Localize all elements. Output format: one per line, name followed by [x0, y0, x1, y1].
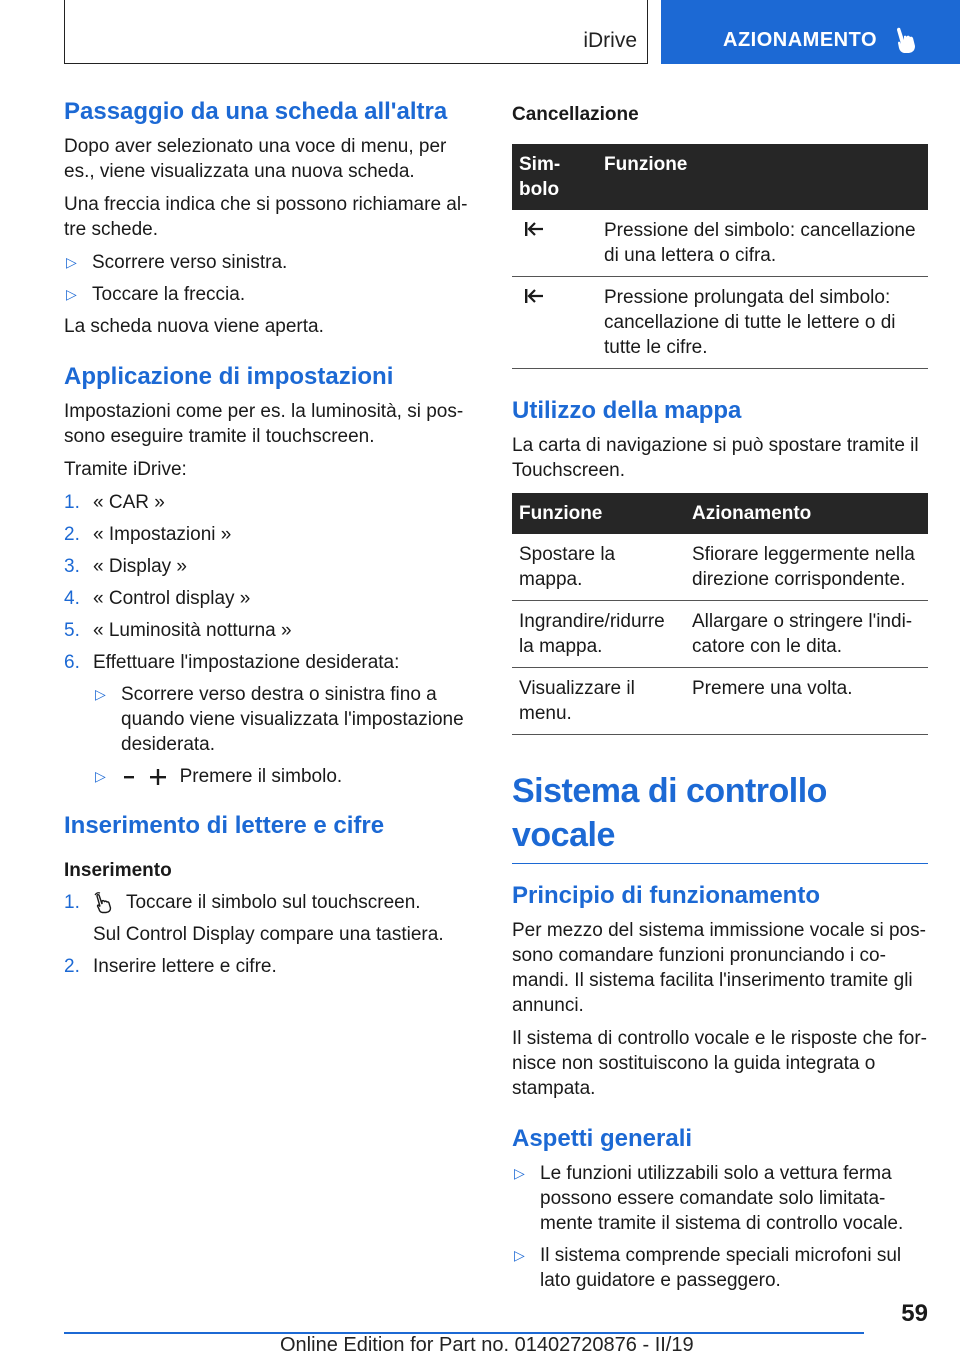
- table-header-cell: Azionamento: [685, 493, 928, 534]
- left-column: [64, 96, 476, 986]
- list-item: [64, 890, 476, 947]
- table-header-cell: Sim-bolo: [512, 144, 597, 210]
- list-item: [64, 554, 476, 579]
- cancel-table: [512, 144, 928, 369]
- section-title-input: Inserimento di lettere e cifre: [64, 812, 385, 839]
- list-item: ▷ Scorrere verso destra o sinistra fino a quando viene visualizzata l'impostazione desiderata.: [93, 682, 476, 757]
- table-cell: Visualizzare il menu.: [512, 668, 685, 735]
- table-header-cell: Funzione: [597, 144, 928, 210]
- step-text: « Luminosità notturna »: [93, 620, 292, 641]
- step-number: 5.: [64, 620, 80, 641]
- numbered-list: [64, 490, 476, 789]
- list-item: ▷ Le funzioni utilizzabili solo a vettura ferma possono essere comandate solo limitata-mente tramite il sistema di controllo vocale.: [512, 1161, 928, 1236]
- pointing-hand-icon: [895, 26, 919, 54]
- step-text: « Control display »: [93, 588, 251, 609]
- step-text: Effettuare l'impostazione desiderata:: [93, 652, 400, 673]
- list-item: [64, 490, 476, 515]
- header-chapter-title: AZIONAMENTO: [723, 29, 878, 51]
- table-cell: Premere una volta.: [685, 668, 928, 735]
- step-text: « CAR »: [93, 492, 165, 513]
- step-text: « Display »: [93, 556, 187, 577]
- step-number: 2.: [64, 956, 80, 977]
- table-cell: Sfiorare leggermente nella direzione corrispondente.: [685, 534, 928, 601]
- list-item: ▷ Toccare la freccia.: [64, 282, 476, 307]
- section-title-principle: Principio di funzionamento: [512, 882, 820, 909]
- backspace-arrow-icon: [519, 285, 549, 307]
- subsection-title-input: Inserimento: [64, 860, 172, 881]
- table-row: [512, 210, 928, 277]
- table-header-row: [512, 493, 928, 534]
- section-title-tab-switch: Passaggio da una scheda all'altra: [64, 98, 448, 125]
- paragraph: Dopo aver selezionato una voce di menu, per es., viene visualizzata una nuova scheda.: [64, 136, 447, 182]
- paragraph: Il sistema di controllo vocale e le risposte che for-nisce non sostituiscono la guida integrata o stampata.: [512, 1028, 928, 1099]
- table-header-row: [512, 144, 928, 210]
- list-item: ▷ Il sistema comprende speciali microfoni sul lato guidatore e passeggero.: [512, 1243, 928, 1293]
- list-item: [64, 954, 476, 979]
- right-column: [512, 102, 928, 1300]
- numbered-list: [64, 890, 476, 979]
- table-row: [512, 601, 928, 668]
- header-section-box: [64, 0, 648, 64]
- table-header-cell: Funzione: [512, 493, 685, 534]
- table-cell: [512, 210, 597, 277]
- step-text: Toccare il simbolo sul touchscreen.: [125, 892, 421, 913]
- step-number: 2.: [64, 524, 80, 545]
- paragraph: Impostazioni come per es. la luminosità, si pos-sono eseguire tramite il touchscreen.: [64, 401, 464, 447]
- step-number: 6.: [64, 652, 80, 673]
- step-number: 1.: [64, 892, 80, 913]
- footer-edition: Online Edition for Part no. 01402720876 - II/19: [280, 1334, 694, 1356]
- list-item: ▷ Scorrere verso sinistra.: [64, 250, 476, 275]
- section-title-map: Utilizzo della mappa: [512, 397, 742, 424]
- table-row: [512, 277, 928, 369]
- sub-bullet-list: [93, 682, 476, 789]
- header-section-title: iDrive: [583, 29, 637, 52]
- paragraph: La carta di navigazione si può spostare tramite il Touchscreen.: [512, 435, 919, 481]
- list-item: [64, 586, 476, 611]
- table-row: [512, 668, 928, 735]
- list-item: [64, 522, 476, 547]
- list-item: [64, 618, 476, 643]
- backspace-arrow-icon: [519, 218, 549, 240]
- table-cell: Pressione prolungata del simbolo: cancellazione di tutte le lettere o di tutte le cifre.: [597, 277, 928, 369]
- page-number: 59: [901, 1300, 928, 1327]
- paragraph: Tramite iDrive:: [64, 459, 187, 480]
- list-item-text: Premere il simbolo.: [179, 766, 343, 787]
- bullet-list: [512, 1161, 928, 1293]
- plus-icon: [148, 767, 168, 787]
- chapter-title-voice: Sistema di controllo vocale: [512, 769, 928, 864]
- hand-touch-icon: [93, 892, 115, 914]
- paragraph: Per mezzo del sistema immissione vocale si pos-sono comandare funzioni pronunciando i co-mandi. Il sistema facilita l'inserimento tramite gli annunci.: [512, 920, 926, 1016]
- table-row: [512, 534, 928, 601]
- step-number: 4.: [64, 588, 80, 609]
- step-number: 3.: [64, 556, 80, 577]
- header-chapter-box: [661, 0, 960, 64]
- paragraph: La scheda nuova viene aperta.: [64, 316, 324, 337]
- map-table: [512, 493, 928, 735]
- step-text: « Impostazioni »: [93, 524, 232, 545]
- step-text: Inserire lettere e cifre.: [93, 956, 277, 977]
- table-cell: Allargare o stringere l'indi-catore con le dita.: [685, 601, 928, 668]
- minus-icon: [121, 769, 137, 785]
- step-number: 1.: [64, 492, 80, 513]
- table-cell: Spostare la mappa.: [512, 534, 685, 601]
- table-cell: Pressione del simbolo: cancellazione di una lettera o cifra.: [597, 210, 928, 277]
- table-cell: Ingrandire/ridurre la mappa.: [512, 601, 685, 668]
- section-title-settings: Applicazione di impostazioni: [64, 363, 394, 390]
- bullet-list: [64, 250, 476, 307]
- paragraph: Una freccia indica che si possono richiamare al-tre schede.: [64, 194, 468, 240]
- list-item: [93, 764, 476, 789]
- table-cell: [512, 277, 597, 369]
- list-item: [64, 650, 476, 789]
- section-title-general: Aspetti generali: [512, 1125, 693, 1152]
- subsection-title-cancel: Cancellazione: [512, 104, 639, 125]
- step-note: Sul Control Display compare una tastiera.: [93, 924, 444, 945]
